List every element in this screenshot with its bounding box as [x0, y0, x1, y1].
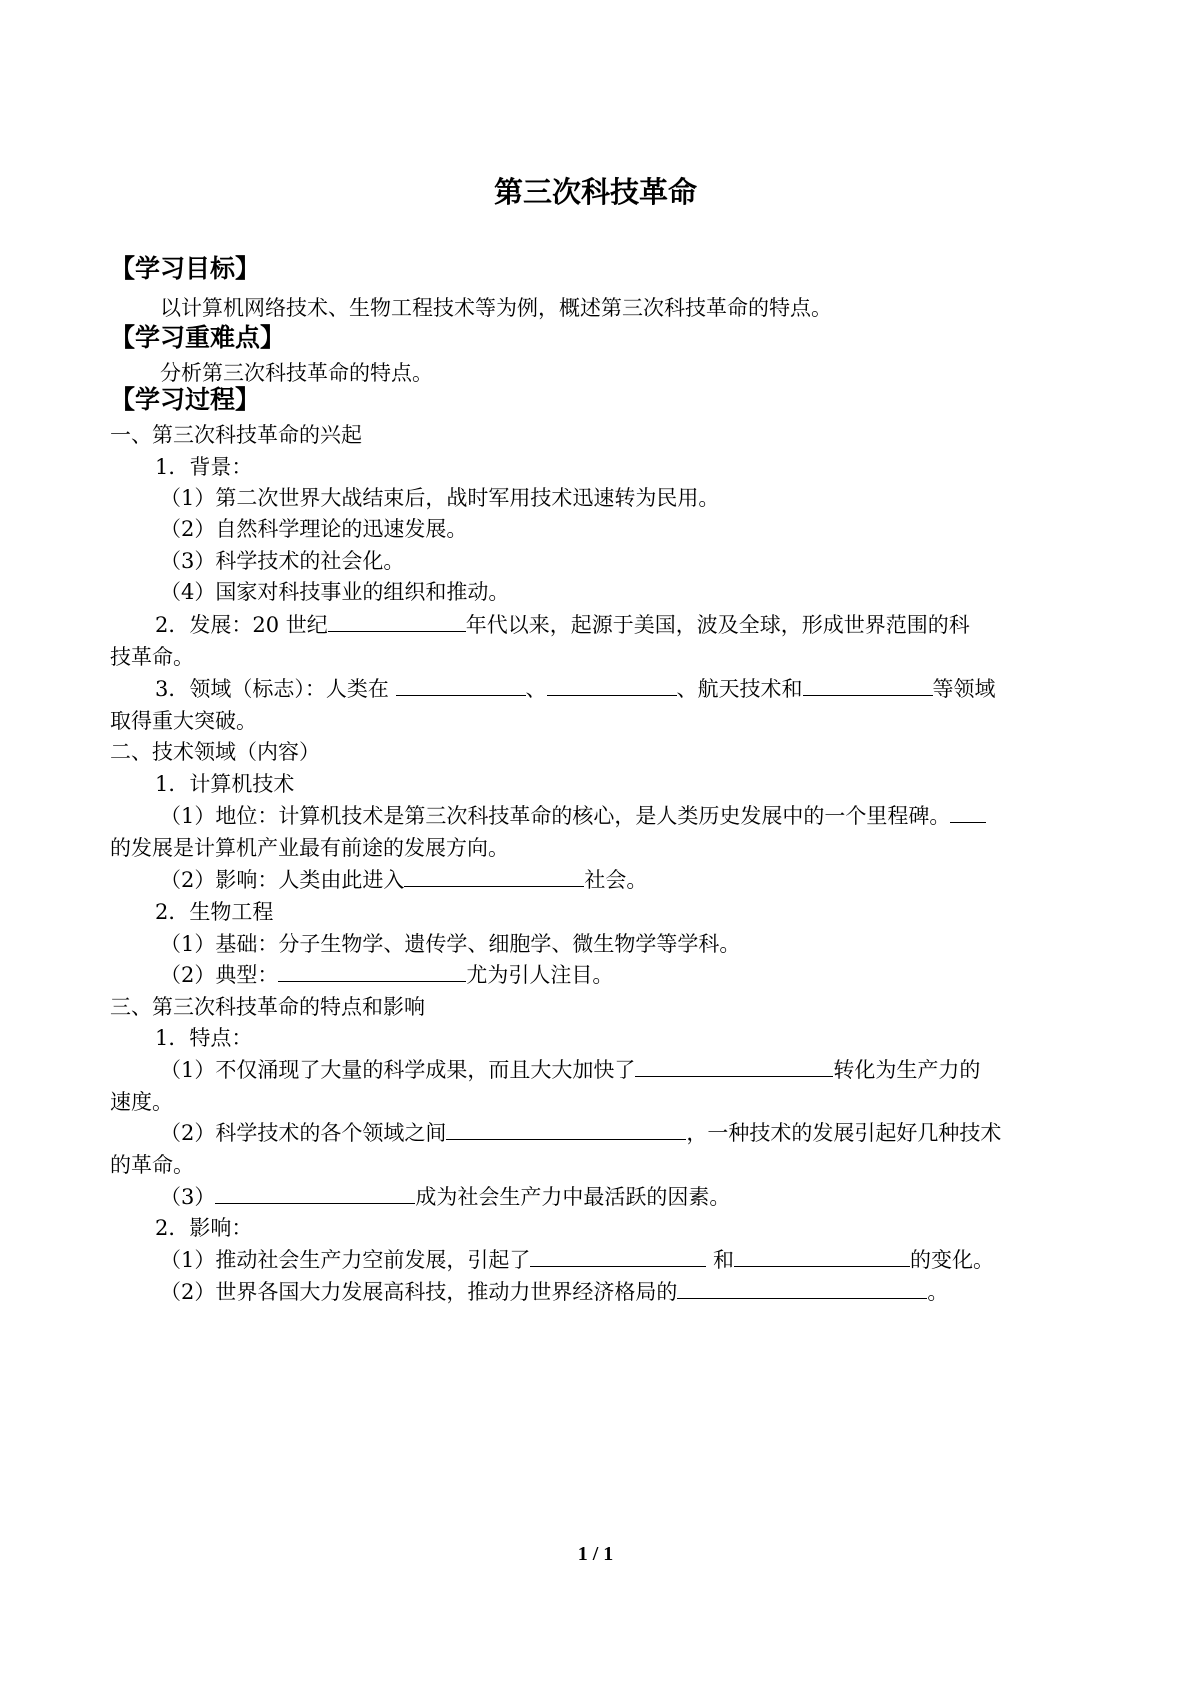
- fill-blank[interactable]: [677, 1278, 927, 1299]
- impact-1-text-a: （1）推动社会生产力空前发展，引起了: [160, 1248, 531, 1272]
- fill-blank[interactable]: [530, 1246, 706, 1267]
- features-label: 1．特点：: [155, 1026, 253, 1050]
- computer-status-text-b: 的发展是计算机产业最有前途的发展方向。: [110, 836, 509, 860]
- computer-label: 1．计算机技术: [155, 772, 295, 796]
- computer-impact-line: [160, 866, 647, 894]
- feature-3-line: [160, 1183, 730, 1211]
- fill-blank[interactable]: [328, 611, 466, 632]
- fill-blank[interactable]: [635, 1056, 833, 1077]
- feature-1-line: [160, 1056, 980, 1084]
- objectives-heading: 【学习目标】: [110, 254, 261, 283]
- bio-typical-text-a: （2）典型：: [160, 963, 279, 987]
- fields-text-a: 3．领域（标志）：人类在: [155, 677, 396, 701]
- feature-3-text-a: （3）: [160, 1185, 216, 1209]
- computer-status-text-a: （1）地位：计算机技术是第三次科技革命的核心，是人类历史发展中的一个里程碑。: [160, 804, 951, 828]
- keypoints-text: 分析第三次科技革命的特点。: [160, 361, 433, 385]
- impact-2-text-a: （2）世界各国大力发展高科技，推动力世界经济格局的: [160, 1280, 678, 1304]
- background-item-4: （4）国家对科技事业的组织和推动。: [160, 580, 510, 604]
- background-item-3: （3）科学技术的社会化。: [160, 549, 405, 573]
- part2-title: 二、技术领域（内容）: [110, 740, 320, 764]
- computer-impact-text-b: 社会。: [584, 868, 648, 892]
- bio-typical-text-b: 尤为引人注目。: [466, 963, 614, 987]
- feature-1-text-b: 转化为生产力的: [833, 1058, 981, 1082]
- fill-blank[interactable]: [950, 802, 986, 823]
- feature-3-text-b: 成为社会生产力中最活跃的因素。: [415, 1185, 731, 1209]
- fields-text-b: 、航天技术和: [676, 677, 803, 701]
- impact-1-line: [160, 1246, 994, 1274]
- impact-2-line: [160, 1278, 948, 1306]
- computer-status-line: [160, 802, 986, 830]
- feature-1-text-a: （1）不仅涌现了大量的科学成果，而且大大加快了: [160, 1058, 636, 1082]
- fill-blank[interactable]: [396, 675, 526, 696]
- fill-blank[interactable]: [446, 1119, 686, 1140]
- development-text-b: 年代以来，起源于美国，波及全球，形成世界范围的科: [465, 613, 970, 637]
- development-line: [155, 611, 970, 639]
- background-item-1: （1）第二次世界大战结束后，战时军用技术迅速转为民用。: [160, 486, 720, 510]
- development-text-a: 2．发展：20 世纪: [155, 613, 328, 637]
- impact-1-text-c: 的变化。: [910, 1248, 995, 1272]
- fill-blank[interactable]: [734, 1246, 910, 1267]
- fields-text-d: 取得重大突破。: [110, 709, 257, 733]
- impact-label: 2．影响：: [155, 1216, 253, 1240]
- fill-blank[interactable]: [215, 1183, 415, 1204]
- part3-title: 三、第三次科技革命的特点和影响: [110, 995, 425, 1019]
- page-number: 1 / 1: [577, 1543, 614, 1565]
- bio-typical-line: [160, 961, 613, 989]
- fields-line: [155, 675, 996, 703]
- bio-basis: （1）基础：分子生物学、遗传学、细胞学、微生物学等学科。: [160, 932, 741, 956]
- feature-2-text-b: ，一种技术的发展引起好几种技术: [686, 1121, 1002, 1145]
- fields-separator: 、: [525, 677, 547, 701]
- feature-2-line: [160, 1119, 1001, 1147]
- feature-2-text-a: （2）科学技术的各个领域之间: [160, 1121, 447, 1145]
- background-label: 1．背景：: [155, 455, 253, 479]
- impact-2-text-b: 。: [927, 1280, 949, 1304]
- objectives-text: 以计算机网络技术、生物工程技术等为例，概述第三次科技革命的特点。: [160, 296, 832, 320]
- bio-label: 2．生物工程: [155, 900, 274, 924]
- fill-blank[interactable]: [547, 675, 677, 696]
- background-item-2: （2）自然科学理论的迅速发展。: [160, 517, 468, 541]
- feature-2-text-c: 的革命。: [110, 1153, 194, 1177]
- process-heading: 【学习过程】: [110, 385, 261, 414]
- feature-1-text-c: 速度。: [110, 1090, 173, 1114]
- part1-title: 一、第三次科技革命的兴起: [110, 423, 362, 447]
- keypoints-heading: 【学习重难点】: [110, 323, 286, 352]
- fill-blank[interactable]: [404, 866, 584, 887]
- document-title: 第三次科技革命: [493, 175, 697, 209]
- fields-text-c: 等领域: [932, 677, 996, 701]
- fill-blank[interactable]: [278, 961, 466, 982]
- impact-1-text-b: 和: [706, 1248, 735, 1272]
- development-text-c: 技革命。: [110, 645, 194, 669]
- fill-blank[interactable]: [803, 675, 933, 696]
- computer-impact-text-a: （2）影响：人类由此进入: [160, 868, 405, 892]
